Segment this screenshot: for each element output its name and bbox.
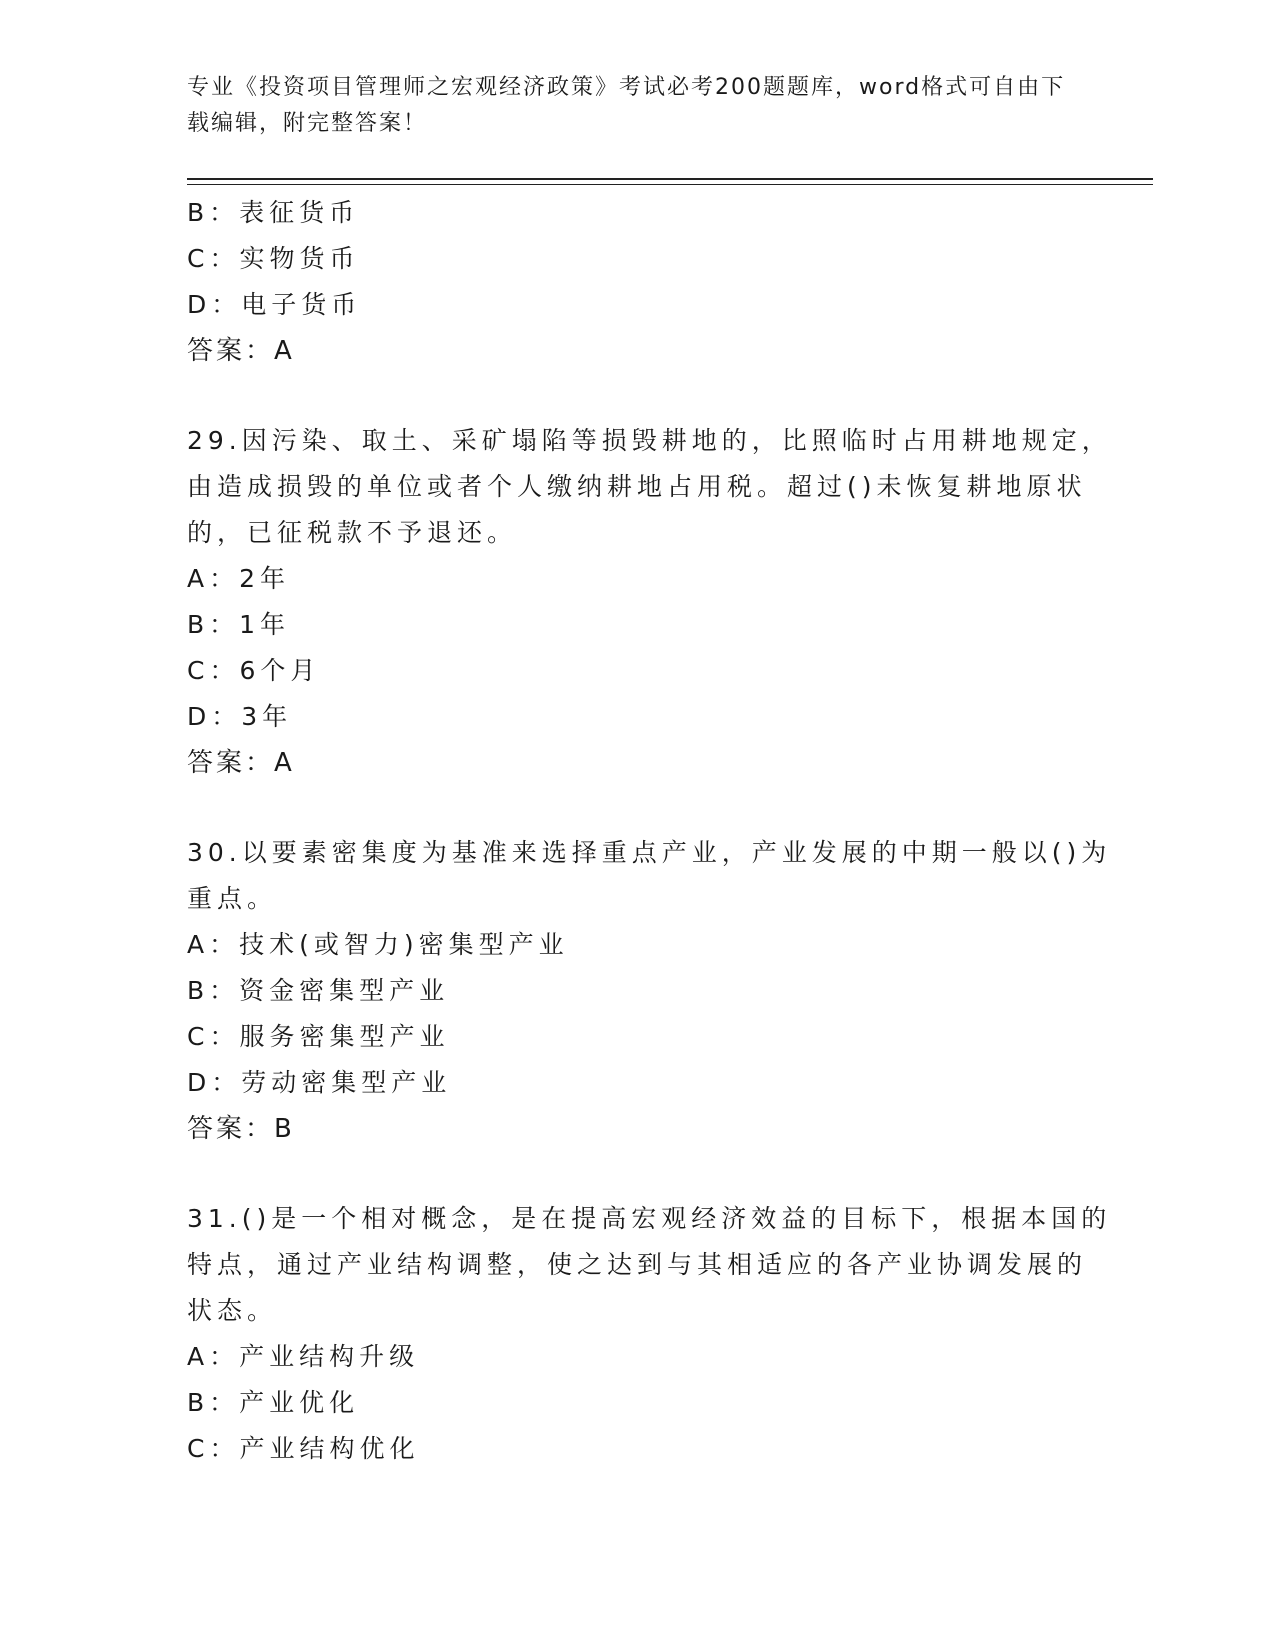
option-d: D：3年 xyxy=(187,702,293,731)
question-block-30 xyxy=(187,830,1112,1152)
question-text-line: 重点。 xyxy=(187,884,278,913)
option-c: C：产业结构优化 xyxy=(187,1434,420,1463)
option-a: A：2年 xyxy=(187,564,291,593)
option-b: B：资金密集型产业 xyxy=(187,976,450,1005)
option-c: C：6个月 xyxy=(187,656,321,685)
option-d: D：电子货币 xyxy=(187,290,362,319)
question-block-29 xyxy=(187,418,1112,786)
option-b: B：产业优化 xyxy=(187,1388,360,1417)
answer-line: 答案：A xyxy=(187,748,295,778)
answer-line: 答案：B xyxy=(187,1114,295,1144)
document-body xyxy=(187,190,1112,1472)
question-text-line: 特点，通过产业结构调整，使之达到与其相适应的各产业协调发展的 xyxy=(187,1250,1088,1279)
question-block-31 xyxy=(187,1196,1112,1472)
header-rule-thin xyxy=(187,184,1153,185)
question-text-line: 31.()是一个相对概念，是在提高宏观经济效益的目标下，根据本国的 xyxy=(187,1204,1112,1233)
option-b: B：表征货币 xyxy=(187,198,360,227)
option-d: D：劳动密集型产业 xyxy=(187,1068,452,1097)
question-text-line: 状态。 xyxy=(187,1296,278,1325)
question-text-line: 由造成损毁的单位或者个人缴纳耕地占用税。超过()未恢复耕地原状 xyxy=(187,472,1087,501)
document-header: 专业《投资项目管理师之宏观经济政策》考试必考200题题库，word格式可自由下载编辑，附完整答案！ xyxy=(187,75,1066,136)
option-c: C：实物货币 xyxy=(187,244,360,273)
question-text-line: 30.以要素密集度为基准来选择重点产业，产业发展的中期一般以()为 xyxy=(187,838,1112,867)
question-text-line: 的，已征税款不予退还。 xyxy=(187,518,518,547)
question-block-28 xyxy=(187,190,1087,374)
answer-line: 答案：A xyxy=(187,336,295,366)
question-text-line: 29.因污染、取土、采矿塌陷等损毁耕地的，比照临时占用耕地规定， xyxy=(187,426,1112,455)
header-rule-thick xyxy=(187,178,1153,180)
option-a: A：产业结构升级 xyxy=(187,1342,420,1371)
option-c: C：服务密集型产业 xyxy=(187,1022,450,1051)
option-b: B：1年 xyxy=(187,610,291,639)
option-a: A：技术(或智力)密集型产业 xyxy=(187,930,569,959)
